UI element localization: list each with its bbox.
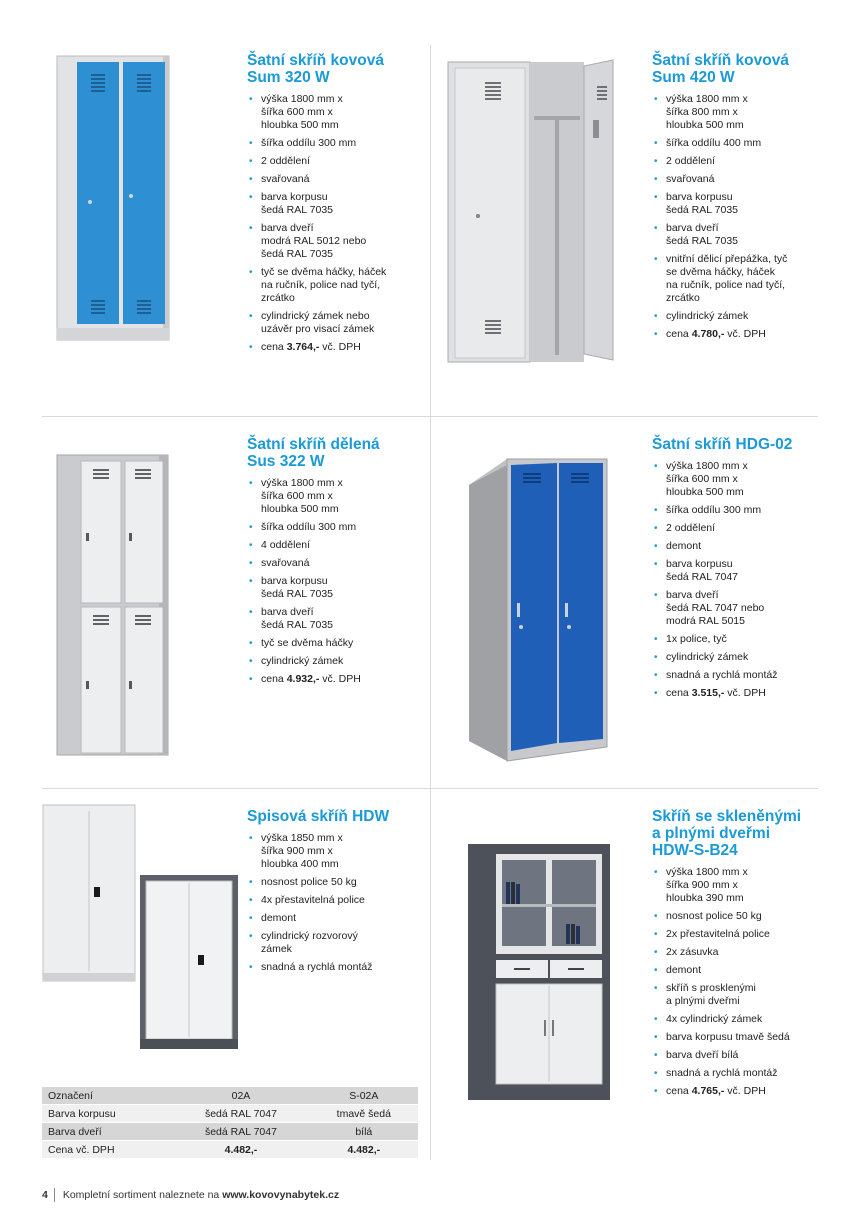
spec-item: • demont bbox=[652, 540, 827, 553]
table-cell: 4.482,- bbox=[310, 1141, 418, 1159]
table-cell: bílá bbox=[310, 1123, 418, 1141]
variant-table bbox=[42, 1087, 418, 1159]
row-divider-2 bbox=[42, 788, 818, 789]
spec-item: • demont bbox=[652, 964, 827, 977]
spec-item: • cylindrický zámek nebo uzávěr pro visací zámek bbox=[247, 310, 422, 336]
table-cell: Označení bbox=[42, 1087, 172, 1105]
spec-item: • šířka oddílu 300 mm bbox=[652, 504, 827, 517]
price-item: • cena 4.765,- vč. DPH bbox=[652, 1085, 827, 1098]
spec-item: • barva korpusu šedá RAL 7035 bbox=[247, 575, 422, 601]
footer-separator bbox=[54, 1188, 55, 1202]
product-hdg-02 bbox=[652, 436, 827, 705]
spec-item: • 2 oddělení bbox=[247, 155, 422, 168]
spec-item: • výška 1850 mm x šířka 900 mm x hloubka 400 mm bbox=[247, 832, 422, 871]
product-image-grey-open-locker bbox=[445, 58, 615, 370]
spec-item: • svařovaná bbox=[247, 557, 422, 570]
spec-item: • 4x přestavitelná police bbox=[247, 894, 422, 907]
spec-item: • 2x přestavitelná police bbox=[652, 928, 827, 941]
product-sum-420-w bbox=[652, 52, 827, 346]
spec-item: • vnitřní dělicí přepážka, tyč se dvěma háčky, háček na ručník, police nad tyčí, zrcátko bbox=[652, 253, 827, 305]
product-sus-322-w bbox=[247, 436, 422, 691]
spec-item: • šířka oddílu 300 mm bbox=[247, 137, 422, 150]
spec-item: • cylindrický rozvorový zámek bbox=[247, 930, 422, 956]
product-hdw-s-b24 bbox=[652, 808, 827, 1103]
spec-item: • nosnost police 50 kg bbox=[652, 910, 827, 923]
spec-item: • barva dveří šedá RAL 7035 bbox=[652, 222, 827, 248]
spec-item: • barva korpusu tmavě šedá bbox=[652, 1031, 827, 1044]
product-title: Šatní skříň dělená Sus 322 W bbox=[247, 436, 380, 470]
footer-url[interactable]: www.kovovynabytek.cz bbox=[222, 1188, 340, 1201]
page-number: 4 bbox=[42, 1188, 48, 1201]
product-image-blue-locker-perspective bbox=[465, 455, 615, 765]
spec-item: • skříň s prosklenými a plnými dveřmi bbox=[652, 982, 827, 1008]
price-item: • cena 3.764,- vč. DPH bbox=[247, 341, 422, 354]
footer-text: Kompletní sortiment naleznete na bbox=[62, 1188, 223, 1201]
product-image-file-cabinets bbox=[40, 803, 240, 1053]
price-value: 4.765,- bbox=[691, 1085, 725, 1097]
spec-item: • tyč se dvěma háčky bbox=[247, 637, 422, 650]
table-cell: S-02A bbox=[310, 1087, 418, 1105]
spec-item: • 2 oddělení bbox=[652, 522, 827, 535]
spec-item: • snadná a rychlá montáž bbox=[247, 961, 422, 974]
table-cell: 4.482,- bbox=[172, 1141, 309, 1159]
spec-item: • barva dveří šedá RAL 7047 nebo modrá RAL 5015 bbox=[652, 589, 827, 628]
table-cell: Barva dveří bbox=[42, 1123, 172, 1141]
spec-item: • nosnost police 50 kg bbox=[247, 876, 422, 889]
spec-item: • tyč se dvěma háčky, háček na ručník, police nad tyčí, zrcátko bbox=[247, 266, 422, 305]
spec-item: • šířka oddílu 400 mm bbox=[652, 137, 827, 150]
product-title: Šatní skříň kovová Sum 320 W bbox=[247, 52, 384, 86]
spec-item: • cylindrický zámek bbox=[652, 651, 827, 664]
table-row bbox=[42, 1105, 418, 1123]
price-item: • cena 3.515,- vč. DPH bbox=[652, 687, 827, 700]
table-cell: 02A bbox=[172, 1087, 309, 1105]
spec-list bbox=[247, 477, 422, 686]
product-image-glass-door-cabinet bbox=[466, 842, 612, 1102]
table-cell: Cena vč. DPH bbox=[42, 1141, 172, 1159]
product-image-blue-double-locker bbox=[55, 52, 173, 344]
spec-list bbox=[652, 93, 827, 341]
spec-item: • barva dveří modrá RAL 5012 nebo šedá RAL 7035 bbox=[247, 222, 422, 261]
price-item: • cena 4.780,- vč. DPH bbox=[652, 328, 827, 341]
spec-item: • výška 1800 mm x šířka 600 mm x hloubka 500 mm bbox=[652, 460, 827, 499]
spec-item: • výška 1800 mm x šířka 800 mm x hloubka 500 mm bbox=[652, 93, 827, 132]
spec-item: • cylindrický zámek bbox=[652, 310, 827, 323]
spec-item: • šířka oddílu 300 mm bbox=[247, 521, 422, 534]
spec-item: • demont bbox=[247, 912, 422, 925]
vertical-divider bbox=[430, 45, 431, 1160]
price-item: • cena 4.932,- vč. DPH bbox=[247, 673, 422, 686]
spec-item: • snadná a rychlá montáž bbox=[652, 1067, 827, 1080]
product-hdw bbox=[247, 808, 422, 979]
product-title: Spisová skříň HDW bbox=[247, 808, 390, 825]
table-cell: šedá RAL 7047 bbox=[172, 1105, 309, 1123]
product-title: Šatní skříň kovová Sum 420 W bbox=[652, 52, 789, 86]
table-cell: šedá RAL 7047 bbox=[172, 1123, 309, 1141]
spec-item: • svařovaná bbox=[652, 173, 827, 186]
spec-item: • 1x police, tyč bbox=[652, 633, 827, 646]
spec-list bbox=[247, 832, 422, 974]
spec-item: • výška 1800 mm x šířka 600 mm x hloubka 500 mm bbox=[247, 477, 422, 516]
table-row bbox=[42, 1123, 418, 1141]
price-value: 4.780,- bbox=[691, 328, 725, 340]
page-footer bbox=[42, 1188, 339, 1202]
spec-list bbox=[247, 93, 422, 354]
spec-item: • 4 oddělení bbox=[247, 539, 422, 552]
product-image-grey-four-door-locker bbox=[55, 453, 170, 758]
product-title: Skříň se skleněnými a plnými dveřmi HDW-S-B24 bbox=[652, 808, 802, 859]
spec-item: • 4x cylindrický zámek bbox=[652, 1013, 827, 1026]
spec-list bbox=[652, 460, 827, 700]
spec-item: • výška 1800 mm x šířka 900 mm x hloubka 390 mm bbox=[652, 866, 827, 905]
spec-item: • barva dveří šedá RAL 7035 bbox=[247, 606, 422, 632]
product-title: Šatní skříň HDG-02 bbox=[652, 436, 793, 453]
product-sum-320-w bbox=[247, 52, 422, 359]
spec-item: • barva korpusu šedá RAL 7047 bbox=[652, 558, 827, 584]
price-value: 3.764,- bbox=[286, 341, 320, 353]
spec-item: • cylindrický zámek bbox=[247, 655, 422, 668]
spec-item: • barva korpusu šedá RAL 7035 bbox=[652, 191, 827, 217]
table-row bbox=[42, 1087, 418, 1105]
spec-item: • snadná a rychlá montáž bbox=[652, 669, 827, 682]
spec-item: • 2 oddělení bbox=[652, 155, 827, 168]
spec-item: • barva korpusu šedá RAL 7035 bbox=[247, 191, 422, 217]
price-value: 4.932,- bbox=[286, 673, 320, 685]
spec-item: • barva dveří bílá bbox=[652, 1049, 827, 1062]
table-row bbox=[42, 1141, 418, 1159]
spec-item: • výška 1800 mm x šířka 600 mm x hloubka 500 mm bbox=[247, 93, 422, 132]
spec-list bbox=[652, 866, 827, 1098]
row-divider-1 bbox=[42, 416, 818, 417]
table-cell: Barva korpusu bbox=[42, 1105, 172, 1123]
price-value: 3.515,- bbox=[691, 687, 725, 699]
spec-item: • svařovaná bbox=[247, 173, 422, 186]
table-cell: tmavě šedá bbox=[310, 1105, 418, 1123]
spec-item: • 2x zásuvka bbox=[652, 946, 827, 959]
